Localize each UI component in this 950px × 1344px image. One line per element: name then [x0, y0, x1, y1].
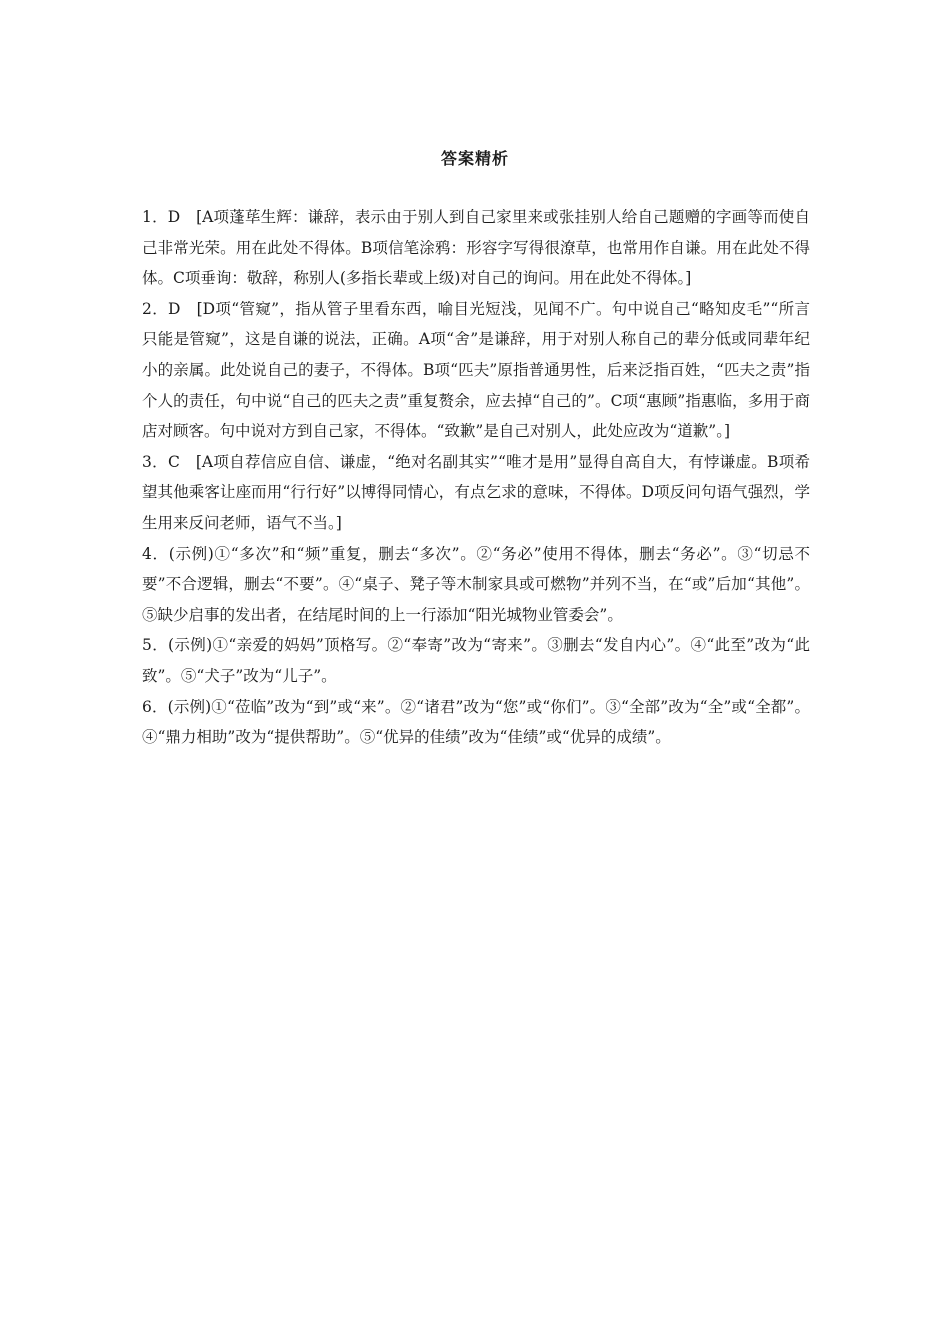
answer-item-6: 6．(示例)①“莅临”改为“到”或“来”。②“诸君”改为“您”或“你们”。③“全部”改为“全”或“全都”。④“鼎力相助”改为“提供帮助”。⑤“优异的佳绩”改为“佳绩”或“优异的成绩”。	[142, 697, 810, 747]
answer-item-1: 1．D [A项蓬荜生辉：谦辞，表示由于别人到自己家里来或张挂别人给自己题赠的字画等而使自己非常光荣。用在此处不得体。B项信笔涂鸦：形容字写得很潦草，也常用作自谦。用在此处不得体。C项垂询：敬辞，称别人(多指长辈或上级)对自己的询问。用在此处不得体。]	[142, 208, 810, 288]
answer-item-2: 2．D [D项“管窥”，指从管子里看东西，喻目光短浅，见闻不广。句中说自己“略知皮毛”“所言只能是管窥”，这是自谦的说法，正确。A项“舍”是谦辞，用于对别人称自己的辈分低或同辈年纪小的亲属。此处说自己的妻子，不得体。B项“匹夫”原指普通男性，后来泛指百姓，“匹夫之责”指个人的责任，句中说“自己的匹夫之责”重复赘余，应去掉“自己的”。C项“惠顾”指惠临，多用于商店对顾客。句中说对方到自己家，不得体。“致歉”是自己对别人，此处应改为“道歉”。]	[142, 299, 810, 441]
answer-list	[142, 202, 810, 753]
page-title: 答案精析	[440, 149, 509, 168]
answer-item-4: 4．(示例)①“多次”和“频”重复，删去“多次”。②“务必”使用不得体，删去“务必”。③“切忌不要”不合逻辑，删去“不要”。④“桌子、凳子等木制家具或可燃物”并列不当，在“或”后加“其他”。⑤缺少启事的发出者，在结尾时间的上一行添加“阳光城物业管委会”。	[142, 544, 810, 624]
answer-item-3: 3．C [A项自荐信应自信、谦虚，“绝对名副其实”“唯才是用”显得自高自大，有悖谦虚。B项希望其他乘客让座而用“行行好”以博得同情心，有点乞求的意味，不得体。D项反问句语气强烈，学生用来反问老师，语气不当。]	[142, 452, 810, 532]
answer-item-5: 5．(示例)①“亲爱的妈妈”顶格写。②“奉寄”改为“寄来”。③删去“发自内心”。④“此至”改为“此致”。⑤“犬子”改为“儿子”。	[142, 636, 810, 685]
